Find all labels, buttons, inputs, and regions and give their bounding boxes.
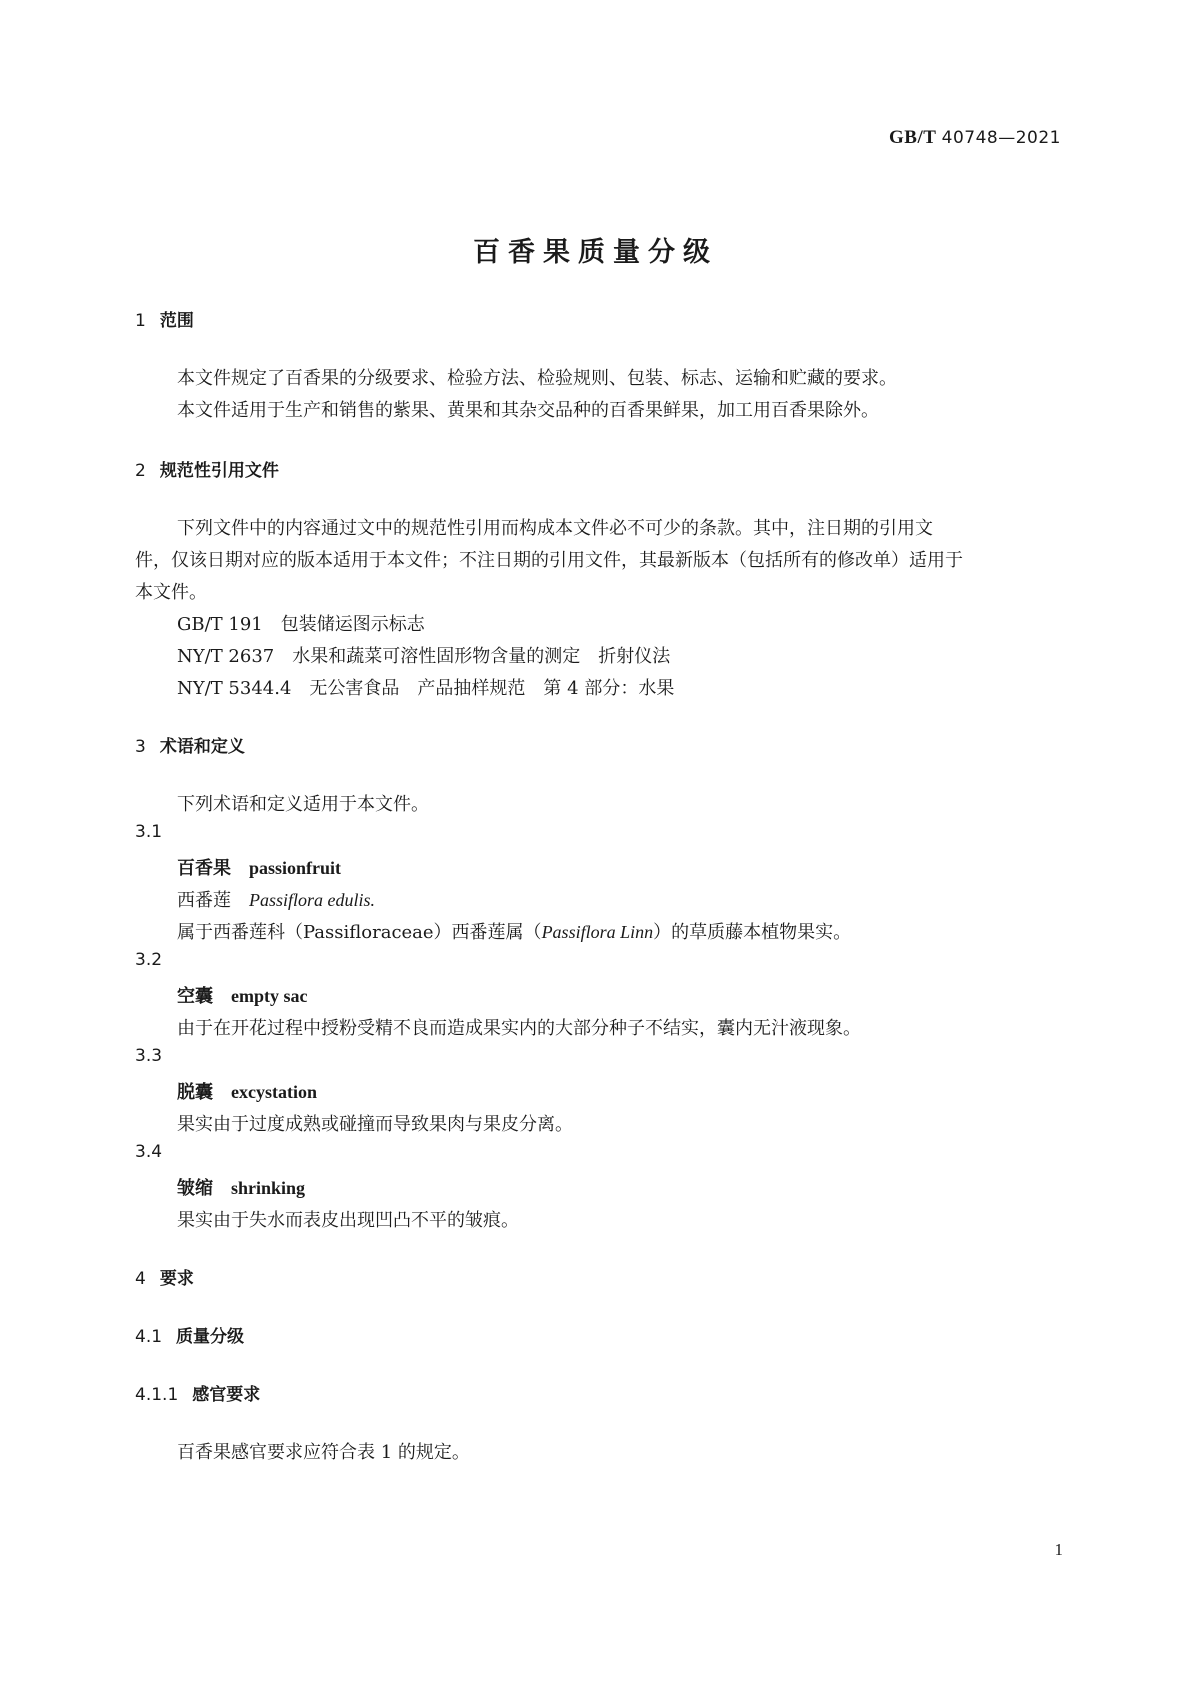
term-definition: 由于在开花过程中授粉受精不良而造成果实内的大部分种子不结实，囊内无汁液现象。 xyxy=(177,1018,861,1039)
section-4-heading xyxy=(135,1264,194,1289)
term-definition: 果实由于失水而表皮出现凹凸不平的皱痕。 xyxy=(177,1210,519,1231)
alias-latin: Passiflora edulis. xyxy=(249,890,376,910)
paragraph: 下列文件中的内容通过文中的规范性引用而构成本文件必不可少的条款。其中，注日期的引用文 xyxy=(177,518,933,539)
standard-number xyxy=(889,127,1061,149)
term-zh: 脱囊 xyxy=(177,1082,213,1103)
section-1-heading xyxy=(135,306,194,331)
term-en: shrinking xyxy=(231,1178,306,1198)
section-number: 1 xyxy=(135,311,146,331)
section-3-heading xyxy=(135,732,245,757)
paragraph: 下列术语和定义适用于本文件。 xyxy=(177,794,429,815)
term-heading xyxy=(177,854,341,880)
standard-code: 40748—2021 xyxy=(941,128,1061,148)
section-title: 感官要求 xyxy=(192,1385,261,1405)
term-alias xyxy=(177,886,375,912)
standard-prefix: GB/T xyxy=(889,127,937,148)
subsection-4-1-1-heading xyxy=(135,1380,260,1405)
section-title: 规范性引用文件 xyxy=(159,461,279,481)
paragraph: 件，仅该日期对应的版本适用于本文件；不注日期的引用文件，其最新版本（包括所有的修改单）适用于 xyxy=(135,550,963,571)
definition-text: 属于西番莲科（Passifloraceae）西番莲属（ xyxy=(177,922,542,943)
section-title: 质量分级 xyxy=(176,1327,245,1347)
paragraph: 本文件规定了百香果的分级要求、检验方法、检验规则、包装、标志、运输和贮藏的要求。 xyxy=(177,368,897,389)
reference-title: 包装储运图示标志 xyxy=(280,614,425,635)
term-number: 3.1 xyxy=(135,822,163,842)
reference-item xyxy=(177,642,670,668)
section-title: 术语和定义 xyxy=(159,737,245,757)
term-number: 3.3 xyxy=(135,1046,163,1066)
term-en: passionfruit xyxy=(249,858,342,878)
reference-title: 水果和蔬菜可溶性固形物含量的测定 折射仪法 xyxy=(292,646,671,667)
term-number: 3.2 xyxy=(135,950,163,970)
reference-code: NY/T 2637 xyxy=(177,646,275,667)
term-definition xyxy=(177,918,851,944)
section-number: 4 xyxy=(135,1269,146,1289)
paragraph: 百香果感官要求应符合表 1 的规定。 xyxy=(177,1442,470,1463)
term-heading xyxy=(177,982,307,1008)
subsection-4-1-heading xyxy=(135,1322,244,1347)
alias-label: 西番莲 xyxy=(177,890,231,911)
term-en: excystation xyxy=(231,1082,317,1102)
page-number: 1 xyxy=(1054,1540,1063,1559)
definition-text: ）的草质藤本植物果实。 xyxy=(653,922,852,943)
term-zh: 皱缩 xyxy=(177,1178,213,1199)
section-title: 要求 xyxy=(159,1269,194,1289)
definition-latin: Passiflora Linn xyxy=(541,922,654,942)
document-title: 百香果质量分级 xyxy=(473,237,718,268)
term-heading xyxy=(177,1174,305,1200)
section-number: 4.1 xyxy=(135,1327,163,1347)
reference-item xyxy=(177,610,425,636)
term-zh: 百香果 xyxy=(177,858,231,879)
section-number: 4.1.1 xyxy=(135,1385,179,1405)
term-definition: 果实由于过度成熟或碰撞而导致果肉与果皮分离。 xyxy=(177,1114,573,1135)
section-number: 3 xyxy=(135,737,146,757)
term-zh: 空囊 xyxy=(177,986,213,1007)
section-2-heading xyxy=(135,456,279,481)
reference-code: NY/T 5344.4 xyxy=(177,678,292,699)
reference-title: 无公害食品 产品抽样规范 第 4 部分：水果 xyxy=(309,678,675,699)
section-number: 2 xyxy=(135,461,146,481)
paragraph: 本文件适用于生产和销售的紫果、黄果和其杂交品种的百香果鲜果，加工用百香果除外。 xyxy=(177,400,879,421)
section-title: 范围 xyxy=(159,311,194,331)
term-number: 3.4 xyxy=(135,1142,163,1162)
paragraph: 本文件。 xyxy=(135,582,207,603)
term-heading xyxy=(177,1078,317,1104)
reference-item xyxy=(177,674,674,700)
reference-code: GB/T 191 xyxy=(177,614,263,635)
term-en: empty sac xyxy=(231,986,308,1006)
